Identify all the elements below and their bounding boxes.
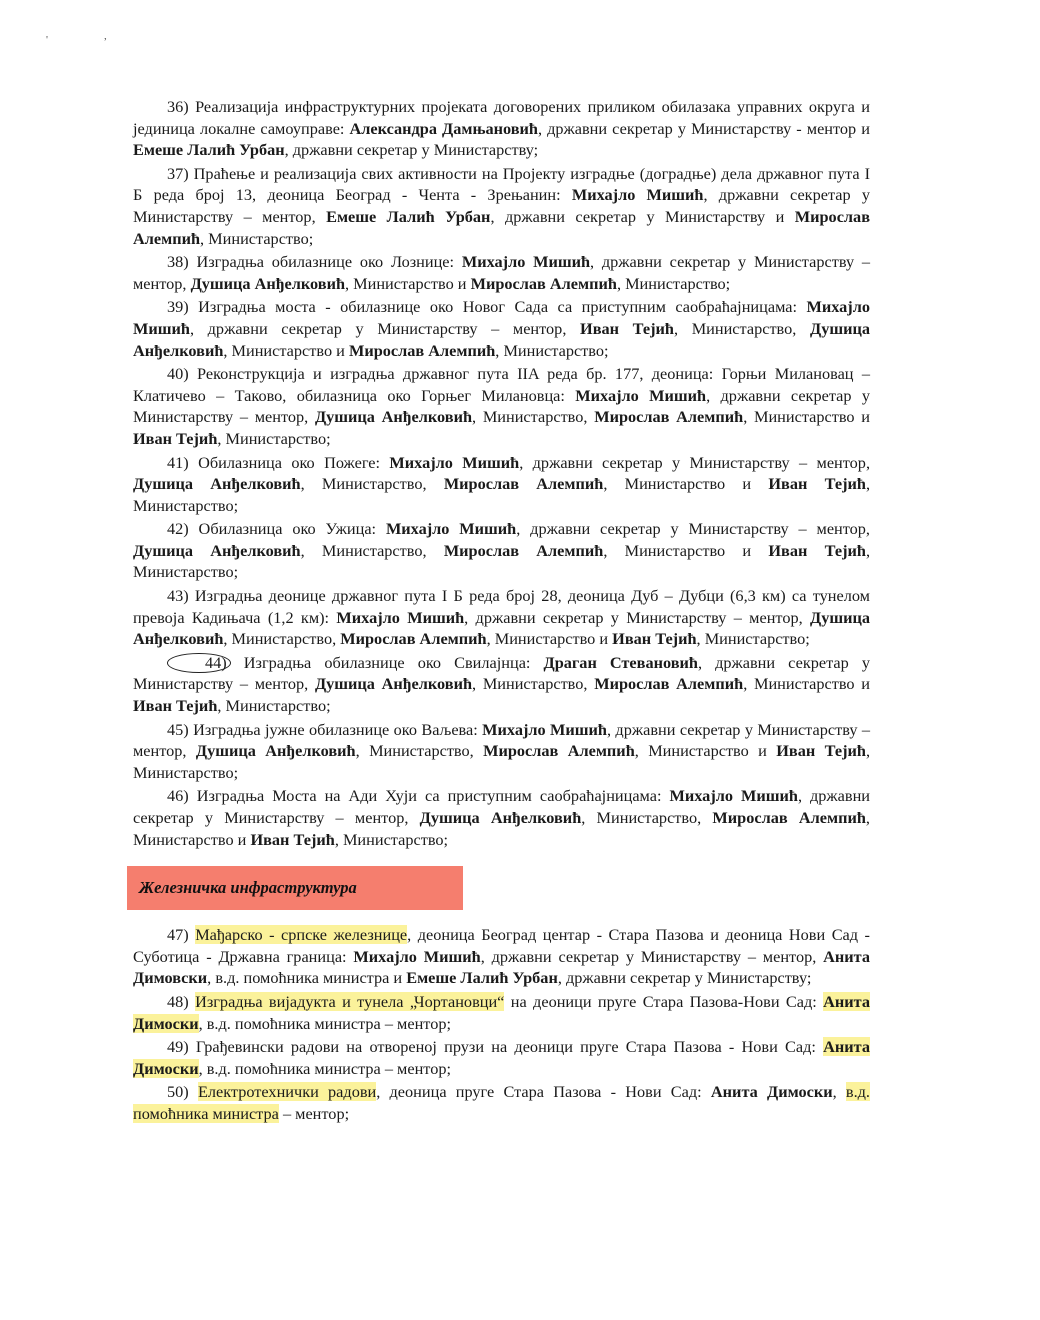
item-text: , Министарство, xyxy=(223,629,341,649)
item-text: Мађарско - српске железнице xyxy=(195,925,408,945)
person-name: Анита Димоски xyxy=(133,1037,870,1078)
item-text: , Министарство, xyxy=(472,407,595,427)
item-text: , в.д. помоћника министра – ментор; xyxy=(198,1058,452,1078)
item-text: , Министарство; xyxy=(133,741,871,782)
item-text: , Министарство, xyxy=(581,808,713,827)
item-text: , државни секретар у Министарству – ментор, xyxy=(480,946,824,966)
item-text: 42) Обилазница око Ужица: xyxy=(167,519,386,539)
person-name: Михајло Мишић xyxy=(461,252,591,272)
person-name: Мирослав Алемпић xyxy=(594,674,744,694)
person-name: Душица Анђелковић xyxy=(133,607,870,649)
item-text: , Министарство; xyxy=(217,428,331,448)
item-text: , Министарство; xyxy=(200,228,314,248)
section-header xyxy=(133,852,870,924)
person-name: Иван Тејић xyxy=(580,318,674,338)
item-text: , Министарство и xyxy=(223,340,349,360)
person-name: Мирослав Алемпић xyxy=(133,206,870,248)
person-name: Мирослав Алемпић xyxy=(712,808,866,827)
person-name: Иван Тејић xyxy=(768,474,866,494)
item-text: , Министарство; xyxy=(133,474,871,515)
item-text: , Министарство, xyxy=(472,674,595,694)
item-text: , државни секретар у Министарству – ментор, xyxy=(133,786,871,827)
item-text: , државни секретар у Министарству; xyxy=(557,968,812,988)
item-text: , Министарство; xyxy=(495,340,609,360)
item-text: , Министарство, xyxy=(300,540,444,560)
item-text: – ментор; xyxy=(278,1103,350,1123)
item-text: , Министарство и xyxy=(743,674,870,694)
item-text: на деоници пруге Стара Пазова-Нови Сад: xyxy=(504,991,824,1011)
item-text: , државни секретар у Министарству – ментор, xyxy=(464,607,810,627)
person-name: Мирослав Алемпић xyxy=(443,540,604,560)
scan-mark: ' xyxy=(46,34,48,46)
item-text: , Министарство; xyxy=(616,273,731,293)
item-text: , Министарство и xyxy=(603,540,769,560)
item-text: , Министарство; xyxy=(133,540,871,582)
list-item xyxy=(133,363,870,449)
road-items-list xyxy=(133,96,870,850)
person-name: Иван Тејић xyxy=(133,696,218,716)
item-text: , xyxy=(832,1082,846,1102)
person-name: Душица Анђелковић xyxy=(190,273,346,293)
item-text: 49) Грађевински радови на отвореној прузи на деоници пруге Стара Пазова - Нови Сад: xyxy=(167,1037,824,1057)
item-text: , Министарство и xyxy=(743,407,870,427)
person-name: Иван Тејић xyxy=(768,540,866,560)
list-item xyxy=(133,924,870,989)
person-name: Емеше Лалић Урбан xyxy=(133,140,285,160)
list-item xyxy=(133,785,870,850)
list-item xyxy=(133,296,870,361)
item-text: , државни секретар у Министарству; xyxy=(284,140,539,160)
item-text: 50) xyxy=(167,1082,198,1102)
item-text: Електротехнички радови xyxy=(197,1082,377,1102)
person-name: Иван Тејић xyxy=(133,428,218,448)
list-item xyxy=(133,1036,870,1079)
item-text: 40) Реконструкција и изградња државног пута IIA реда бр. 177, деоница: Горњи Милановац – Клатичево – Таково, обилазница око Горњег Милановца: xyxy=(133,364,870,405)
item-text: 36) Реализација инфраструктурних пројеката договорених приликом обилазака управних округа и јединица локалне самоуправе: xyxy=(133,97,870,138)
person-name: Михајло Мишић xyxy=(571,185,704,205)
person-name: Иван Тејић xyxy=(250,829,335,849)
item-text: , в.д. помоћника министра и xyxy=(207,968,407,988)
person-name: Михајло Мишић xyxy=(133,297,870,338)
person-name: Душица Анђелковић xyxy=(314,674,473,694)
item-text: , деоница Београд центар - Стара Пазова и деоница Нови Сад - Суботица - Државна граница: xyxy=(133,925,870,966)
list-item xyxy=(133,518,870,583)
item-text: 48) xyxy=(167,991,196,1011)
item-text: , државни секретар у Министарству – ментор, xyxy=(133,252,871,293)
person-name: Анита Димоски xyxy=(710,1082,833,1102)
person-name: Емеше Лалић Урбан xyxy=(326,206,491,226)
person-name: Александра Дамњановић xyxy=(349,118,538,138)
item-text: , Министарство, xyxy=(355,741,484,761)
item-text: , Министарство и xyxy=(634,741,777,761)
item-text: 46) Изградња Моста на Ади Хуји са приступним саобраћајницама: xyxy=(167,786,670,806)
person-name: Мирослав Алемпић xyxy=(340,629,487,649)
item-text: , Министарство и xyxy=(345,273,471,293)
item-text: , Министарство, xyxy=(673,318,810,338)
item-text: , државни секретар у Министарству – ментор, xyxy=(133,652,870,694)
list-item xyxy=(133,452,870,517)
item-text: в.д. помоћника министра xyxy=(133,1082,871,1123)
person-name: Михајло Мишић xyxy=(575,385,707,405)
item-text: 43) Изградња деонице државног пута I Б реда број 28, деоница Дуб – Дубци (6,3 км) са тунелом превоја Кадињача (1,2 км): xyxy=(133,586,870,627)
person-name: Михајло Мишић xyxy=(336,607,465,627)
list-item xyxy=(133,96,870,161)
person-name: Мирослав Алемпић xyxy=(348,340,496,360)
item-text: 38) Изградња обилазнице око Лознице: xyxy=(167,252,462,272)
person-name: Мирослав Алемпић xyxy=(483,741,635,761)
item-text: , Министарство и xyxy=(133,808,870,849)
item-text: , државни секретар у Министарству – ментор, xyxy=(133,385,870,427)
item-text: , државни секретар у Министарству – ментор, xyxy=(133,185,871,226)
item-text: 39) Изградња моста - обилазнице око Новог Сада са приступним саобраћајницама: xyxy=(167,297,807,317)
item-text: , Министарство и xyxy=(603,474,769,494)
item-text: , Министарство и xyxy=(486,629,613,649)
rail-items-list xyxy=(133,924,870,1124)
person-name: Иван Тејић xyxy=(612,629,697,649)
person-name: Душица Анђелковић xyxy=(133,540,301,560)
document-body xyxy=(133,96,870,1127)
list-item xyxy=(133,652,870,717)
item-text: , државни секретар у Министарству – ментор, xyxy=(133,719,870,761)
list-item xyxy=(133,163,870,249)
person-name: Душица Анђелковић xyxy=(133,318,870,360)
list-item xyxy=(133,1081,870,1124)
circled-number: 44) xyxy=(167,653,231,673)
scan-mark: , xyxy=(104,30,107,42)
person-name: Душица Анђелковић xyxy=(419,808,582,827)
list-item xyxy=(133,585,870,650)
person-name: Мирослав Алемпић xyxy=(470,273,617,293)
section-title: Железничка инфраструктура xyxy=(139,878,357,898)
item-text: , државни секретар у Министарству – ментор, xyxy=(189,318,581,338)
list-item xyxy=(133,251,870,294)
person-name: Михајло Мишић xyxy=(389,452,520,472)
person-name: Душица Анђелковић xyxy=(133,474,301,494)
person-name: Михајло Мишић xyxy=(669,786,798,806)
item-text: Изградња вијадукта и тунела „Чортановци“ xyxy=(195,991,505,1011)
person-name: Анита Димоски xyxy=(133,991,870,1033)
item-text: 47) xyxy=(167,925,196,945)
person-name: Душица Анђелковић xyxy=(195,741,356,761)
person-name: Емеше Лалић Урбан xyxy=(406,968,558,988)
item-text: , Министарство, xyxy=(300,474,444,494)
person-name: Иван Тејић xyxy=(776,741,866,761)
item-text: 45) Изградња јужне обилазнице око Ваљева: xyxy=(167,719,483,739)
person-name: Душица Анђелковић xyxy=(314,407,473,427)
person-name: Михајло Мишић xyxy=(353,946,481,966)
person-name: Михајло Мишић xyxy=(385,519,517,539)
item-text: Изградња обилазнице око Свилајнца: xyxy=(230,652,544,672)
item-text: , деоница пруге Стара Пазова - Нови Сад: xyxy=(376,1082,711,1102)
item-text: , државни секретар у Министарству – ментор, xyxy=(519,452,871,472)
item-text: , државни секретар у Министарству - ментор и xyxy=(537,118,870,138)
list-item xyxy=(133,719,870,784)
item-text: 41) Обилазница око Пожеге: xyxy=(167,452,390,472)
item-text: , Министарство; xyxy=(334,829,449,849)
item-text: , Министарство; xyxy=(696,629,810,649)
person-name: Мирослав Алемпић xyxy=(594,407,744,427)
person-name: Михајло Мишић xyxy=(482,719,607,739)
item-text: , државни секретар у Министарству – ментор, xyxy=(516,519,871,539)
person-name: Анита Димовски xyxy=(133,946,870,988)
person-name: Мирослав Алемпић xyxy=(443,474,604,494)
person-name: Драган Стевановић xyxy=(543,652,698,672)
item-text: , државни секретар у Министарству и xyxy=(490,206,795,226)
item-text: , в.д. помоћника министра – ментор; xyxy=(198,1013,452,1033)
item-text: , Министарство; xyxy=(217,696,331,716)
item-text: 37) Праћење и реализација свих активности на Пројекту изградње (доградње) дела државног пута I Б реда број 13, деоница Београд - Чента - Зрењанин: xyxy=(133,163,870,205)
list-item xyxy=(133,991,870,1034)
